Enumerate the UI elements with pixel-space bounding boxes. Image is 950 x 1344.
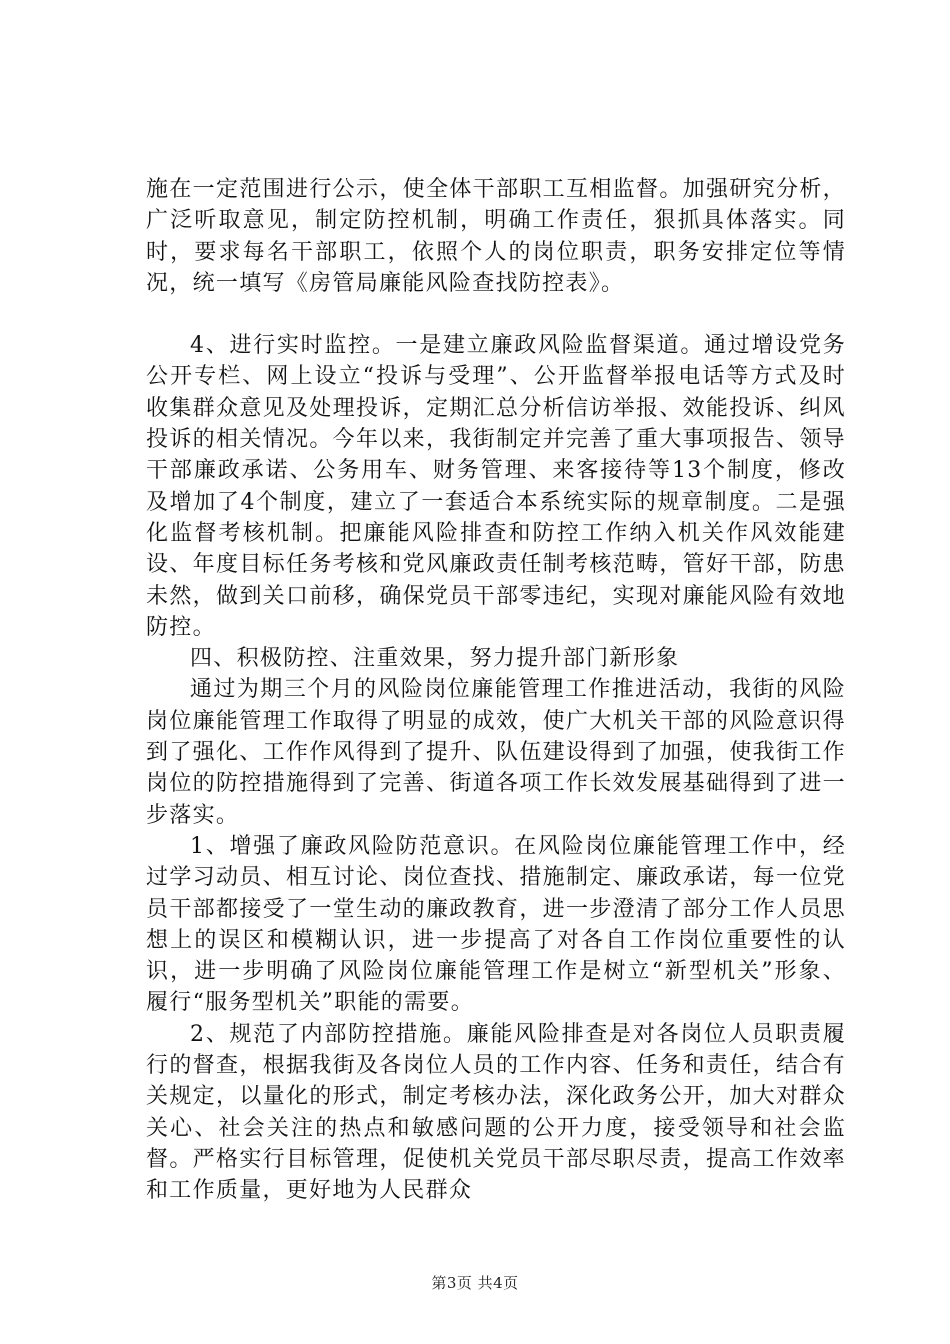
paragraph-realtime-monitoring: 4、进行实时监控。一是建立廉政风险监督渠道。通过增设党务公开专栏、网上设立“投诉与受理”、公开监督举报电话等方式及时收集群众意见及处理投诉，定期汇总分析信访举报、效能投诉、纠风投诉的相关情况。今年以来，我街制定并完善了重大事项报告、领导干部廉政承诺、公务用车、财务管理、来客接待等13个制度，修改及增加了4个制度，建立了一套适合本系统实际的规章制度。二是强化监督考核机制。把廉能风险排查和防控工作纳入机关作风效能建设、年度目标任务考核和党风廉政责任制考核范畴，管好干部，防患未然，做到关口前移，确保党员干部零违纪，实现对廉能风险有效地防控。 <box>146 333 846 640</box>
paragraph-awareness: 1、增强了廉政风险防范意识。在风险岗位廉能管理工作中，经过学习动员、相互讨论、岗位查找、措施制定、廉政承诺，每一位党员干部都接受了一堂生动的廉政教育，进一步澄清了部分工作人员思想上的误区和模糊认识，进一步提高了对各自工作岗位重要性的认识，进一步明确了风险岗位廉能管理工作是树立“新型机关”形象、履行“服务型机关”职能的需要。 <box>146 833 846 1016</box>
paragraph-results-summary: 通过为期三个月的风险岗位廉能管理工作推进活动，我街的风险岗位廉能管理工作取得了明显的成效，使广大机关干部的风险意识得到了强化、工作作风得到了提升、队伍建设得到了加强，使我街工作岗位的防控措施得到了完善、街道各项工作长效发展基础得到了进一步落实。 <box>146 677 846 828</box>
paragraph-continuation: 施在一定范围进行公示，使全体干部职工互相监督。加强研究分析，广泛听取意见，制定防控机制，明确工作责任，狠抓具体落实。同时，要求每名干部职工，依照个人的岗位职责，职务安排定位等情况，统一填写《房管局廉能风险查找防控表》。 <box>146 177 846 296</box>
section-heading-four: 四、积极防控、注重效果，努力提升部门新形象 <box>190 646 680 672</box>
page-number-footer: 第3页 共4页 <box>431 1274 519 1292</box>
document-body <box>146 174 846 1207</box>
paragraph-internal-controls: 2、规范了内部防控措施。廉能风险排查是对各岗位人员职责履行的督查，根据我街及各岗位人员的工作内容、任务和责任，结合有关规定，以量化的形式，制定考核办法，深化政务公开，加大对群众关心、社会关注的热点和敏感问题的公开力度，接受领导和社会监督。严格实行目标管理，促使机关党员干部尽职尽责，提高工作效率和工作质量，更好地为人民群众 <box>146 1021 846 1204</box>
